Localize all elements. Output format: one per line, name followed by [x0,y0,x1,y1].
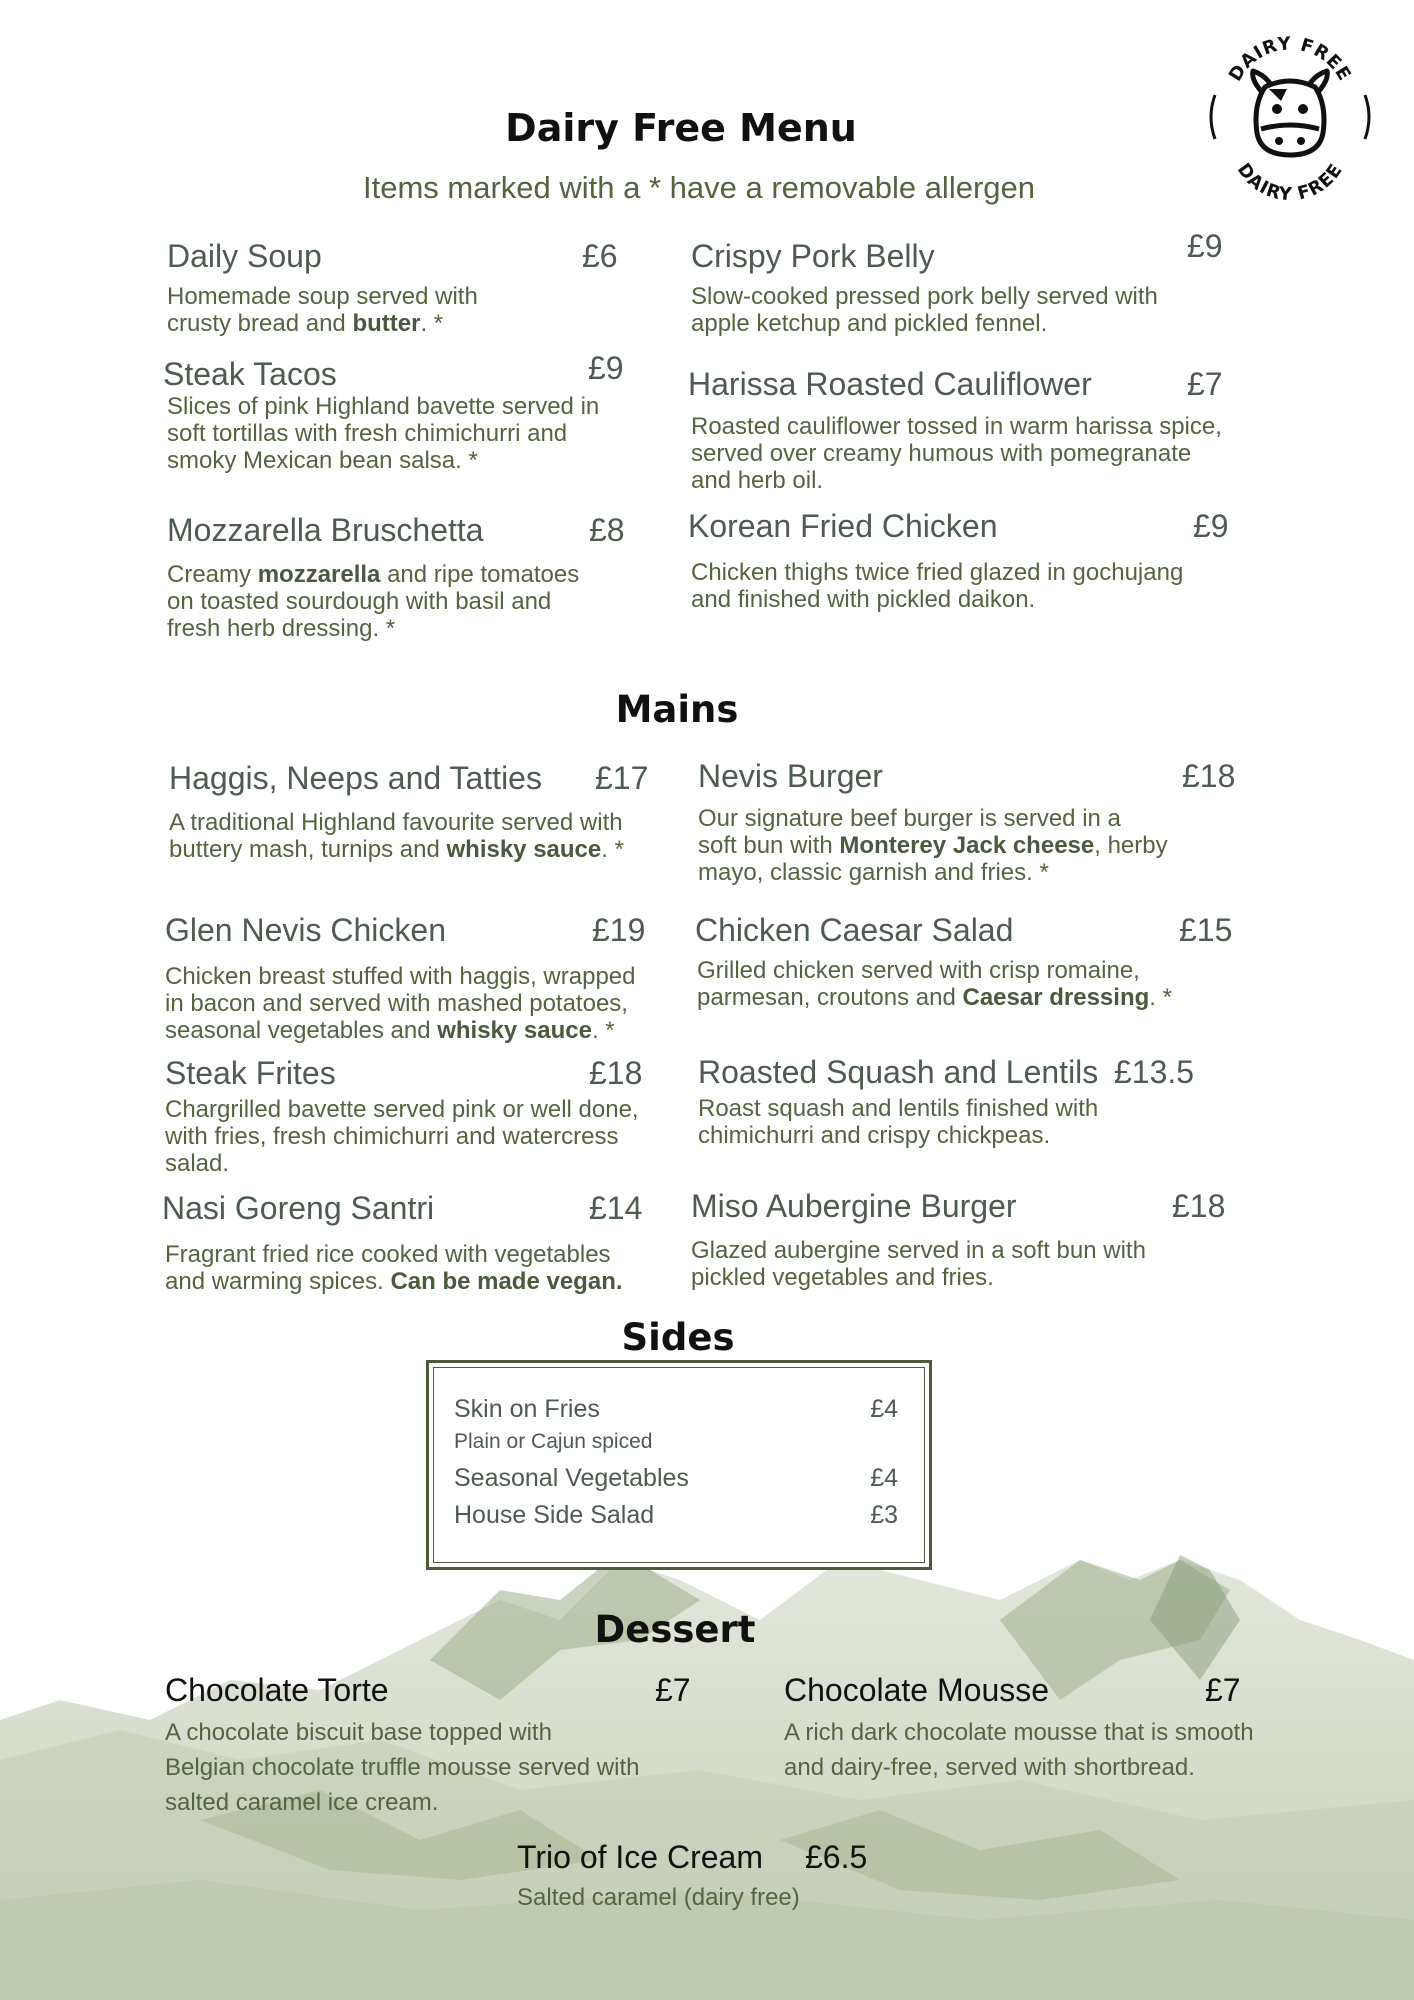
item-name: Korean Fried Chicken [688,508,998,544]
item-desc-line: A rich dark chocolate mousse that is smooth [784,1719,1254,1746]
item-desc-line: Grilled chicken served with crisp romaine, [697,957,1140,984]
item-desc-text: crusty bread and [167,310,353,337]
allergen-word: Monterey Jack cheese [839,832,1095,859]
item-price: £18 [1172,1188,1226,1224]
menu-item [695,912,1235,1011]
item-name: Haggis, Neeps and Tatties [169,760,542,796]
item-price: £9 [588,350,624,386]
menu-item [698,758,1238,886]
item-desc-line: salted caramel ice cream. [165,1789,439,1816]
side-note: Plain or Cajun spiced [454,1430,653,1453]
item-name: Daily Soup [167,238,322,274]
allergen-word: whisky sauce [446,836,602,863]
menu-item [691,228,1231,337]
item-price: £6 [582,238,618,274]
item-name: Crispy Pork Belly [691,238,935,274]
item-desc-text: . * [601,836,624,863]
dessert-item [784,1672,1284,1785]
item-name: Mozzarella Bruschetta [167,512,484,548]
item-price: £6.5 [805,1839,868,1875]
item-price: £17 [595,760,649,796]
item-desc-text: Creamy [167,561,258,588]
item-desc-line: chimichurri and crispy chickpeas. [698,1122,1051,1149]
item-name: Nasi Goreng Santri [162,1190,435,1226]
menu-item [165,1055,665,1177]
allergen-word: mozzarella [257,561,381,588]
menu-item [691,1188,1231,1291]
item-desc-text: . * [1149,984,1172,1011]
item-name: Nevis Burger [698,758,883,794]
item-desc-line: Fragrant fried rice cooked with vegetables [165,1241,611,1268]
item-price: £7 [1187,366,1223,402]
item-desc-line: mayo, classic garnish and fries. * [698,859,1049,886]
item-name: Trio of Ice Cream [517,1839,763,1875]
item-desc-text: soft bun with [698,832,840,859]
menu-item [163,350,633,474]
item-price: £8 [589,512,625,548]
item-desc-line: Belgian chocolate truffle mousse served with [165,1754,640,1781]
item-desc-line: Roast squash and lentils finished with [698,1095,1099,1122]
item-desc-line: Slices of pink Highland bavette served in [167,393,600,420]
side-item [454,1464,898,1493]
item-desc-text: . * [420,310,444,337]
item-price: £9 [1193,508,1229,544]
menu-item [167,238,617,337]
side-item [454,1501,898,1530]
item-desc-line: Our signature beef burger is served in a [698,805,1121,832]
allergen-word: Caesar dressing [962,984,1150,1011]
allergen-word: butter [352,310,421,337]
item-name: Steak Frites [165,1055,336,1091]
item-desc-text: seasonal vegetables and [165,1017,438,1044]
svg-text:DAIRY FREE [1225,33,1355,85]
item-desc-line: served over creamy humous with pomegranate [691,440,1192,467]
item-desc-line: A traditional Highland favourite served with [169,809,623,836]
item-desc-line: fresh herb dressing. * [167,615,396,642]
side-name: House Side Salad [454,1501,655,1529]
item-desc-line: Chargrilled bavette served pink or well done, [165,1096,639,1123]
item-desc-line: salad. [165,1150,230,1177]
allergen-note: Items marked with a * have a removable allergen [363,170,1035,205]
item-name: Roasted Squash and Lentils [698,1054,1099,1090]
menu-item [165,912,655,1044]
item-desc-text: and warming spices. [165,1268,391,1295]
item-name: Harissa Roasted Cauliflower [688,366,1092,402]
item-price: £14 [589,1190,643,1226]
item-desc-line: Roasted cauliflower tossed in warm harissa spice, [691,413,1222,440]
menu-item [698,1054,1218,1149]
badge-bottom-text: DAIRY FREE [1232,159,1348,205]
item-desc-line: with fries, fresh chimichurri and watercress [165,1123,619,1150]
item-desc-text: parmesan, croutons and [697,984,963,1011]
section-title-sides: Sides [621,1316,735,1359]
item-price: £9 [1187,228,1223,264]
item-desc-line: Glazed aubergine served in a soft bun with [691,1237,1146,1264]
item-price: £19 [592,912,646,948]
section-title-mains: Mains [615,688,739,731]
item-desc-text: . * [591,1017,615,1044]
item-desc-line: and finished with pickled daikon. [691,586,1036,613]
item-desc-line: Chicken thighs twice fried glazed in gochujang [691,559,1184,586]
item-price: £18 [589,1055,643,1091]
menu-item [162,1190,662,1295]
item-desc-line: soft tortillas with fresh chimichurri and [167,420,568,447]
menu-item [169,760,649,863]
item-name: Chocolate Mousse [784,1672,1050,1708]
item-desc-line: Salted caramel (dairy free) [517,1884,800,1911]
item-desc-text: and ripe tomatoes [380,561,580,588]
side-price: £3 [870,1501,898,1529]
item-price: £15 [1179,912,1233,948]
badge-top-text: DAIRY FREE [1224,33,1356,86]
side-name: Seasonal Vegetables [454,1464,689,1492]
side-item [454,1395,898,1424]
sides-box [426,1360,932,1570]
dessert-item [165,1672,705,1820]
menu-item [167,512,637,642]
item-desc-line: pickled vegetables and fries. [691,1264,994,1291]
item-name: Chicken Caesar Salad [695,912,1014,948]
allergen-word: Can be made vegan. [390,1268,623,1295]
item-desc-line: and dairy-free, served with shortbread. [784,1754,1195,1781]
section-title-dessert: Dessert [594,1608,756,1651]
item-desc-line: Chicken breast stuffed with haggis, wrapped [165,963,636,990]
item-name: Chocolate Torte [165,1672,389,1708]
side-name: Skin on Fries [454,1395,600,1423]
item-desc-text: , herby [1094,832,1168,859]
item-desc-line: apple ketchup and pickled fennel. [691,310,1048,337]
item-desc-line: and herb oil. [691,467,824,494]
item-desc-line: Homemade soup served with [167,283,478,310]
item-desc-line: on toasted sourdough with basil and [167,588,552,615]
page-title: Dairy Free Menu [505,106,857,150]
item-desc-line: in bacon and served with mashed potatoes, [165,990,628,1017]
item-desc-line: A chocolate biscuit base topped with [165,1719,552,1746]
item-desc-text: buttery mash, turnips and [169,836,447,863]
side-price: £4 [870,1464,898,1492]
item-name: Glen Nevis Chicken [165,912,446,948]
item-price: £7 [1205,1672,1241,1708]
item-price: £7 [655,1672,691,1708]
item-desc-line: Slow-cooked pressed pork belly served with [691,283,1158,310]
allergen-word: whisky sauce [437,1017,592,1044]
dessert-item [517,1839,917,1915]
menu-item [688,508,1238,613]
item-price: £13.5 [1114,1054,1195,1090]
item-price: £18 [1182,758,1236,794]
item-desc-line: smoky Mexican bean salsa. * [167,447,478,474]
side-price: £4 [870,1395,898,1423]
menu-item [688,366,1238,494]
item-name: Miso Aubergine Burger [691,1188,1017,1224]
item-name: Steak Tacos [163,356,337,392]
